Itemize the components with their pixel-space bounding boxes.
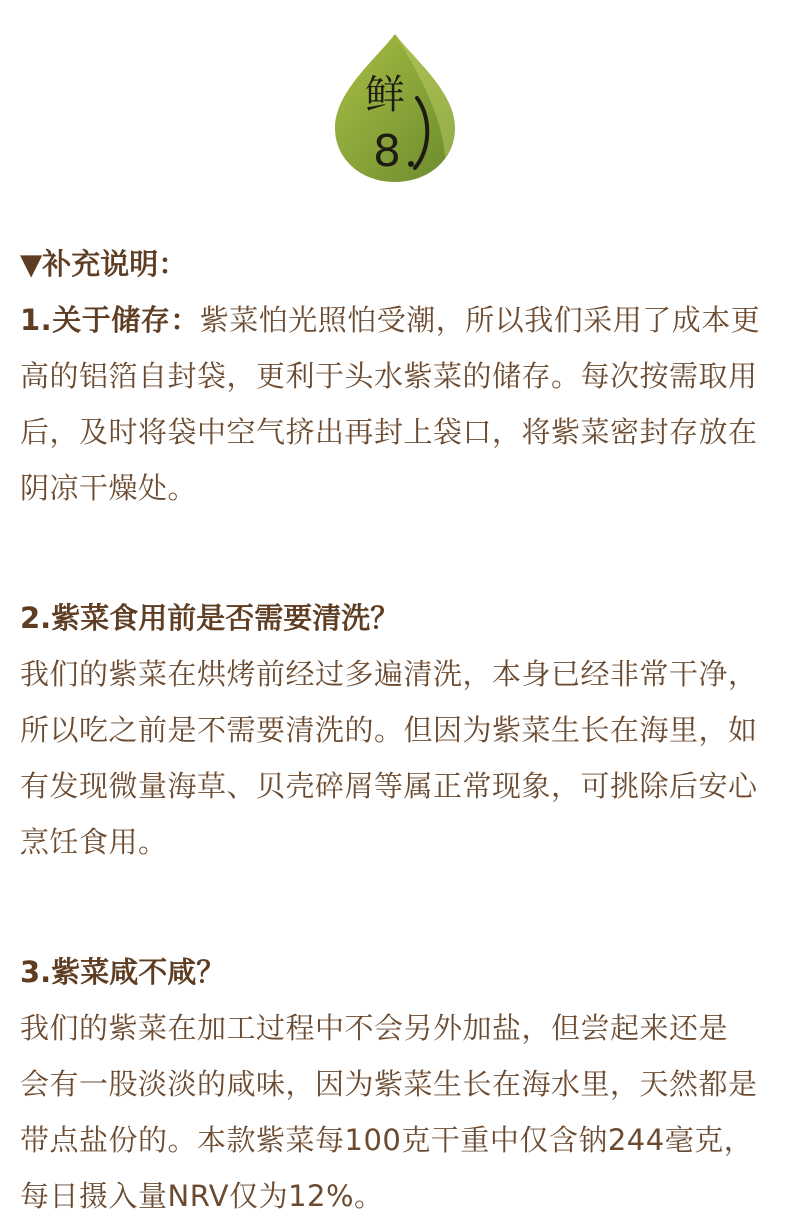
section-line: 我们的紫菜在烘烤前经过多遍清洗，本身已经非常干净， xyxy=(20,657,758,691)
section-line: 阴凉干燥处。 xyxy=(20,471,198,505)
brand-logo xyxy=(333,30,457,186)
logo-char: 鲜 xyxy=(365,72,405,118)
section-line: 带点盐份的。本款紫菜每100克干重中仅含钠244毫克， xyxy=(20,1123,754,1157)
section-wash xyxy=(20,646,776,870)
section-salt xyxy=(20,1000,776,1224)
notes-title: ▼补充说明： xyxy=(20,247,188,281)
logo-dot xyxy=(408,161,414,167)
supplementary-notes xyxy=(20,236,776,1224)
leaf-drop-icon xyxy=(333,30,457,186)
section-line: 会有一股淡淡的咸味，因为紫菜生长在海水里，天然都是 xyxy=(20,1067,758,1101)
section-line: 所以吃之前是不需要清洗的。但因为紫菜生长在海里，如 xyxy=(20,713,758,747)
section-line: 烹饪食用。 xyxy=(20,825,168,859)
section-line: 每日摄入量NRV仅为12%。 xyxy=(20,1179,384,1213)
section-wash-title: 2.紫菜食用前是否需要清洗？ xyxy=(20,601,400,635)
section-line: 有发现微量海草、贝壳碎屑等属正常现象，可挑除后安心 xyxy=(20,769,758,803)
section-storage xyxy=(20,292,776,516)
logo-digit: 8 xyxy=(373,126,401,177)
section-line: 高的铝箔自封袋，更利于头水紫菜的储存。每次按需取用 xyxy=(20,359,758,393)
section-line: 1.关于储存：紫菜怕光照怕受潮，所以我们采用了成本更 xyxy=(20,303,761,337)
section-lead: 1.关于储存： xyxy=(20,303,200,337)
section-line: 后，及时将袋中空气挤出再封上袋口，将紫菜密封存放在 xyxy=(20,415,758,449)
section-salt-title: 3.紫菜咸不咸？ xyxy=(20,955,226,989)
section-line: 我们的紫菜在加工过程中不会另外加盐，但尝起来还是 xyxy=(20,1011,729,1045)
